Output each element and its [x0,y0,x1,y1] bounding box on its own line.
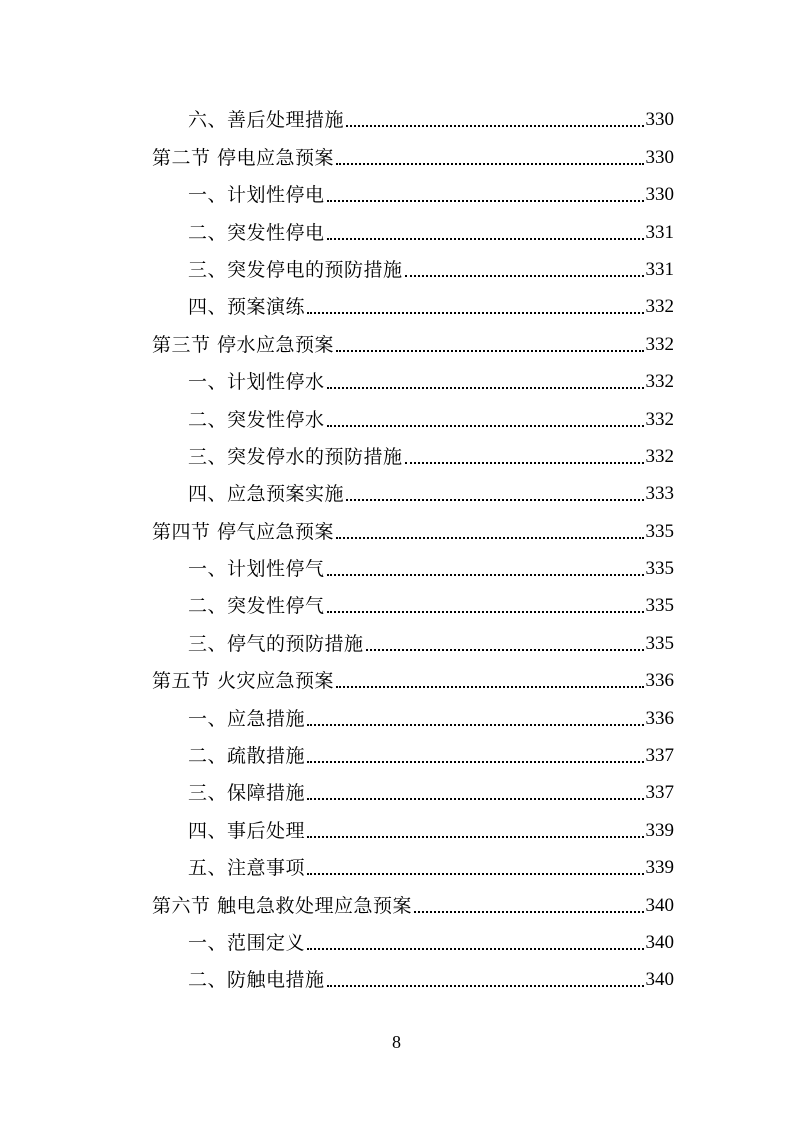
toc-entry-page-number: 337 [645,745,674,767]
toc-entry-label: 第四节 停气应急预案 [152,520,335,543]
toc-subsection-entry[interactable] [0,363,793,400]
toc-dot-leader [327,566,644,576]
toc-section-entry[interactable] [0,886,793,923]
toc-entry-label: 三、突发停水的预防措施 [188,445,403,468]
toc-dot-leader [414,903,643,913]
toc-entry-label: 二、突发性停气 [188,595,325,618]
toc-entry-page-number: 330 [645,109,674,131]
toc-entry-label: 一、计划性停电 [188,184,325,207]
toc-entry-label: 第六节 触电急救处理应急预案 [152,894,413,917]
toc-entry-label: 四、预案演练 [188,296,306,319]
toc-entry-page-number: 330 [645,184,674,206]
toc-entry-page-number: 335 [645,632,674,654]
toc-subsection-entry[interactable] [0,961,793,998]
toc-dot-leader [336,155,643,165]
toc-subsection-entry[interactable] [0,288,793,325]
toc-subsection-entry[interactable] [0,475,793,512]
toc-subsection-entry[interactable] [0,811,793,848]
toc-entry-label: 六、善后处理措施 [188,109,345,132]
toc-subsection-entry[interactable] [0,587,793,624]
toc-dot-leader [327,977,644,987]
toc-dot-leader [307,828,643,838]
toc-entry-page-number: 340 [645,894,674,916]
toc-section-entry[interactable] [0,662,793,699]
toc-dot-leader [336,678,643,688]
toc-entry-page-number: 336 [645,670,674,692]
toc-entry-page-number: 335 [645,558,674,580]
toc-dot-leader [307,790,643,800]
toc-entry-label: 第五节 火灾应急预案 [152,670,335,693]
toc-entry-label: 一、范围定义 [188,931,306,954]
toc-entry-label: 第三节 停水应急预案 [152,333,335,356]
toc-subsection-entry[interactable] [0,101,793,138]
toc-entry-page-number: 332 [645,408,674,430]
toc-entry-label: 一、计划性停气 [188,558,325,581]
toc-dot-leader [366,641,644,651]
toc-entry-page-number: 333 [645,483,674,505]
toc-entry-label: 三、停气的预防措施 [188,632,364,655]
toc-subsection-entry[interactable] [0,924,793,961]
toc-dot-leader [307,940,643,950]
toc-entry-page-number: 335 [645,595,674,617]
toc-dot-leader [346,491,643,501]
toc-dot-leader [307,753,643,763]
toc-section-entry[interactable] [0,138,793,175]
toc-entry-label: 二、突发性停水 [188,408,325,431]
toc-entry-page-number: 330 [645,146,674,168]
toc-dot-leader [405,267,644,277]
toc-entry-page-number: 339 [645,857,674,879]
toc-dot-leader [405,454,644,464]
toc-dot-leader [336,529,643,539]
toc-dot-leader [307,716,643,726]
toc-section-entry[interactable] [0,512,793,549]
toc-entry-page-number: 336 [645,707,674,729]
toc-dot-leader [336,342,643,352]
toc-entry-page-number: 332 [645,333,674,355]
toc-subsection-entry[interactable] [0,251,793,288]
toc-dot-leader [327,603,644,613]
toc-subsection-entry[interactable] [0,550,793,587]
toc-subsection-entry[interactable] [0,699,793,736]
toc-subsection-entry[interactable] [0,774,793,811]
toc-subsection-entry[interactable] [0,849,793,886]
toc-entry-label: 二、疏散措施 [188,745,306,768]
toc-entry-page-number: 340 [645,969,674,991]
toc-section-entry[interactable] [0,325,793,362]
toc-dot-leader [307,865,643,875]
toc-entry-page-number: 340 [645,931,674,953]
toc-entry-label: 二、防触电措施 [188,969,325,992]
toc-entry-label: 二、突发性停电 [188,221,325,244]
toc-entry-label: 三、突发停电的预防措施 [188,258,403,281]
toc-dot-leader [307,304,643,314]
toc-subsection-entry[interactable] [0,624,793,661]
toc-dot-leader [327,379,644,389]
toc-entry-page-number: 331 [645,221,674,243]
toc-dot-leader [346,117,643,127]
toc-entry-label: 三、保障措施 [188,782,306,805]
toc-dot-leader [327,230,644,240]
toc-entry-page-number: 339 [645,819,674,841]
toc-dot-leader [327,417,644,427]
toc-subsection-entry[interactable] [0,176,793,213]
toc-entry-label: 五、注意事项 [188,857,306,880]
toc-dot-leader [327,192,644,202]
toc-subsection-entry[interactable] [0,737,793,774]
toc-entry-page-number: 332 [645,445,674,467]
toc-entry-page-number: 332 [645,371,674,393]
toc-entry-label: 第二节 停电应急预案 [152,146,335,169]
table-of-contents [0,101,793,998]
toc-entry-page-number: 337 [645,782,674,804]
toc-entry-label: 一、应急措施 [188,707,306,730]
toc-subsection-entry[interactable] [0,400,793,437]
page-number: 8 [392,1032,401,1052]
toc-subsection-entry[interactable] [0,213,793,250]
toc-entry-label: 四、事后处理 [188,819,306,842]
toc-entry-page-number: 332 [645,296,674,318]
toc-entry-page-number: 335 [645,520,674,542]
toc-entry-label: 一、计划性停水 [188,371,325,394]
toc-entry-page-number: 331 [645,258,674,280]
toc-entry-label: 四、应急预案实施 [188,483,345,506]
toc-subsection-entry[interactable] [0,438,793,475]
